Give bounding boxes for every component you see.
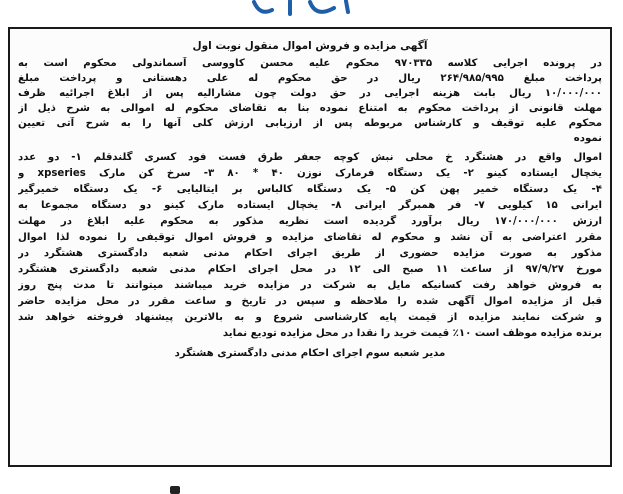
notice-line: ارزش ۱۷۰/۰۰۰/۰۰۰ ریال برآورد گردیده است نظریه مذکور به محکوم علیه ابلاغ در مهلت [18, 216, 602, 227]
notice-line: به فروش خواهد رفت کسانیکه مایل به شرکت در مزایده خرید میباشند میتوانند تا مدت پنج روز [18, 280, 602, 291]
notice-line: مهلت قانونی از پرداخت محکوم به امتناع نموده بنا به تقاضای محکوم له اموالی به شرح ذیل از [18, 103, 602, 114]
notice-line: و شرکت نمایند مزایده از قیمت پایه کارشناسی شروع و به بالاترین پیشنهاد فروخته خواهد شد [18, 312, 602, 323]
auction-notice-box [8, 27, 612, 467]
notice-line: مورخ ۹۷/۹/۲۷ از ساعت ۱۱ صبح الی ۱۲ در محل اجرای احکام مدنی شعبه دادگستری هشتگرد [18, 264, 602, 275]
ink-dot-icon [170, 486, 180, 494]
notice-line: مذکور به صورت مزایده حضوری از طریق اجرای احکام مدنی شعبه دادگستری هشتگرد در [18, 248, 602, 259]
notice-line: مقرر اعتراضی به آن نشد و محکوم له تقاضای مزایده و فروش اموال توقیفی را نموده لذا اموال [18, 232, 602, 243]
notice-line: نموده [573, 133, 602, 144]
header-ink-mark-icon [250, 0, 360, 20]
notice-line: ایرانی ۱۵ کیلویی ۷- فر همبرگر ایرانی ۸- یخچال ایستاده مارک کینو دو دستگاه مجموعا به [18, 200, 602, 211]
notice-line: برنده مزایده موظف است ۱۰٪ قیمت خرید را نقدا در محل مزایده تودیع نماید [222, 328, 602, 339]
notice-line: ۱۰/۰۰۰/۰۰۰ ریال بابت هزینه اجرایی در حق دولت چون مشارالیه پس از ابلاغ اجرائیه ظرف [18, 88, 602, 99]
notice-title: آگهی مزایده و فروش اموال منقول نوبت اول [192, 40, 428, 52]
notice-line: یخچال ایستاده کینو ۲- یک دستگاه فرمارک نوزن ۴۰ * ۸۰ ۳- سرخ کن مارک xpseries و [18, 168, 602, 179]
notice-line: پرداخت مبلغ ۲۶۴/۹۸۵/۹۹۵ ریال در حق محکوم له علی دهستانی و پرداخت مبلغ [18, 73, 602, 84]
notice-line: اموال واقع در هشتگرد خ محلی نبش کوچه جعفر طرق فست فود کسری گلندقلم ۱- دو عدد [18, 152, 602, 163]
notice-signature: مدیر شعبه سوم اجرای احکام مدنی دادگستری هشتگرد [174, 348, 446, 359]
notice-line: قبل از مزایده اموال آگهی شده را ملاحظه و سپس در تاریخ و ساعت مقرر در محل مزایده حاضر [18, 296, 602, 307]
notice-line: در پرونده اجرایی کلاسه ۹۷۰۳۳۵ محکوم علیه محسن کاووسی آسماندولی محکوم است به [18, 58, 602, 69]
notice-line: محکوم علیه توقیف و کارشناس مربوطه پس از ارزیابی ارزش کلی آنها را به شرح آتی تعیین [18, 118, 602, 129]
notice-line: ۴- یک دستگاه خمیر پهن کن ۵- یک دستگاه کالباس بر ایتالیایی ۶- یک دستگاه خمیرگیر [18, 184, 602, 195]
